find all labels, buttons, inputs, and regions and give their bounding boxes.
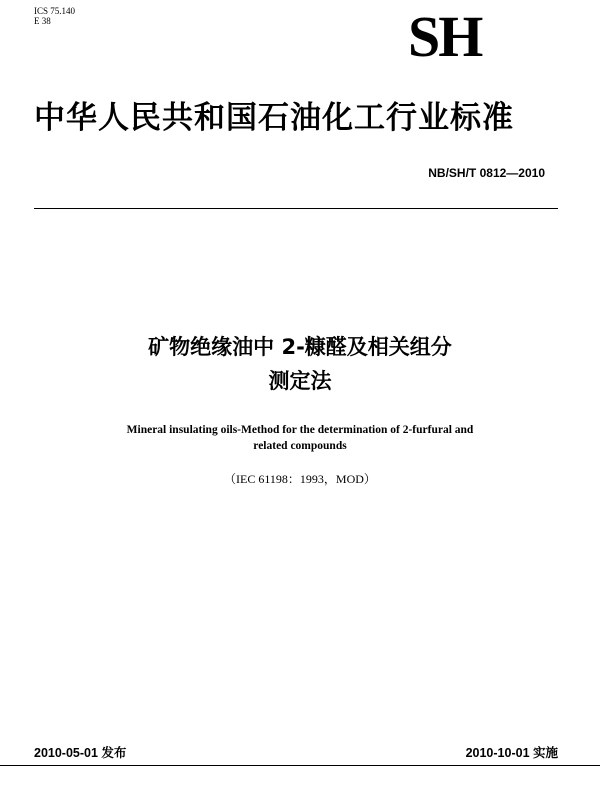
footer-rule [0, 765, 600, 766]
english-title-line-2: related compounds [253, 440, 347, 452]
chinese-title-line-1: 矿物绝缘油中 2-糠醛及相关组分 [148, 335, 452, 359]
industry-standard-title: 中华人民共和国石油化工行业标准 [34, 100, 514, 136]
iec-adoption-reference: （IEC 61198：1993，MOD） [224, 472, 376, 486]
english-title-line-1: Mineral insulating oils-Method for the determination of 2-furfural and [126, 424, 474, 436]
chinese-title-line-2: 测定法 [268, 369, 332, 393]
implementation-date: 2010-10-01 实施 [465, 746, 558, 760]
ccs-code: E 38 [34, 16, 51, 26]
classification-codes [34, 6, 75, 26]
sh-logo: SH [408, 4, 482, 69]
chinese-title [0, 330, 600, 398]
issue-date: 2010-05-01 发布 [34, 746, 127, 760]
ics-code: ICS 75.140 [34, 6, 76, 16]
header-divider [34, 208, 558, 209]
standard-number: NB/SH/T 0812—2010 [428, 166, 545, 180]
english-title [40, 422, 560, 454]
